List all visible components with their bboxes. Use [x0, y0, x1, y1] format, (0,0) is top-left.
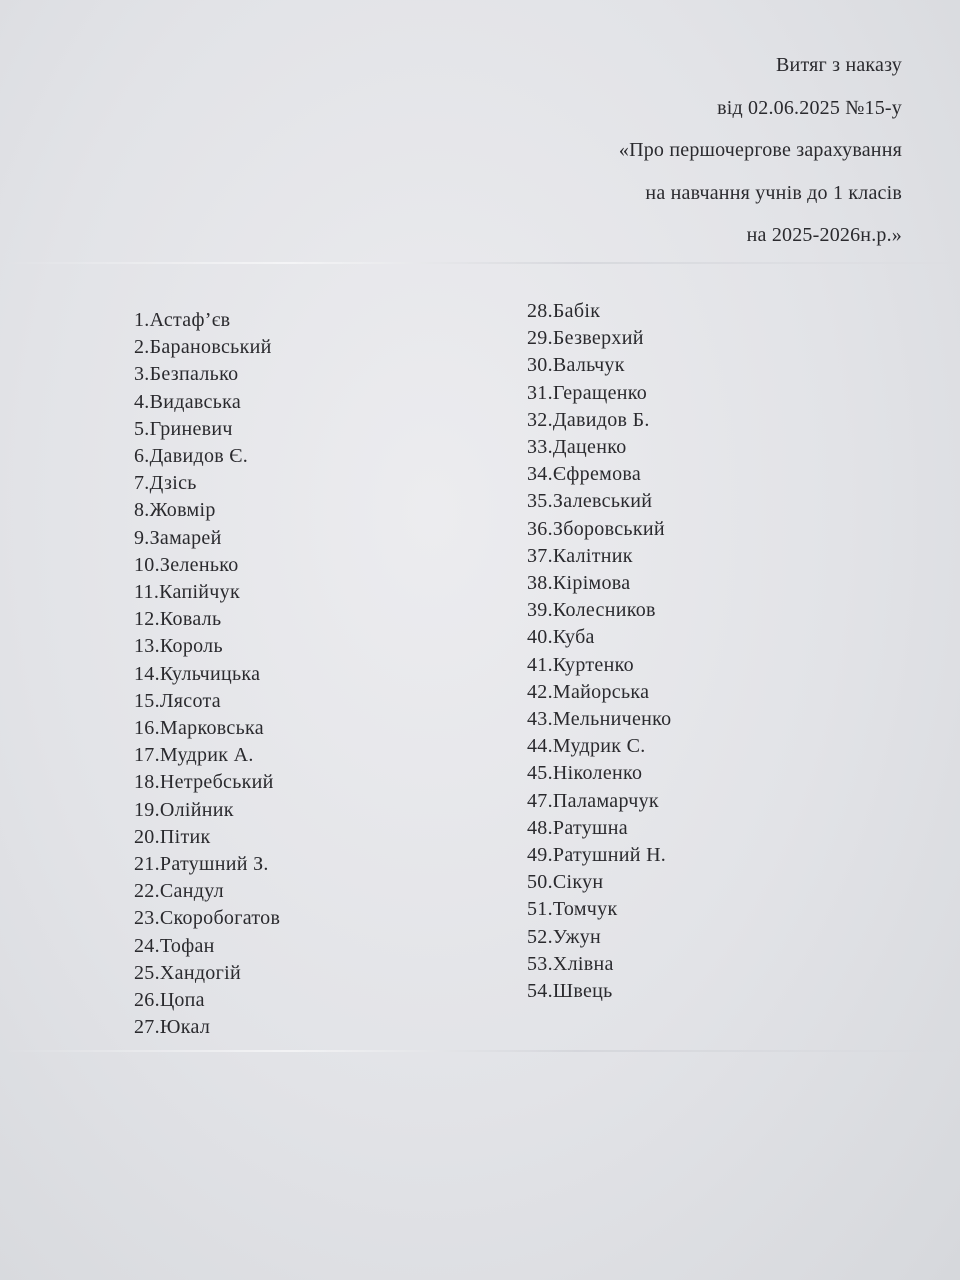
student-list-item: 33.Даценко — [527, 436, 627, 459]
header-line-1: Витяг з наказу — [776, 54, 902, 76]
student-list-item: 1.Астаф’єв — [134, 309, 231, 331]
header-line-5: на 2025-2026н.р.» — [746, 224, 902, 246]
student-list-item: 30.Вальчук — [527, 354, 625, 377]
student-list-item: 2.Барановський — [134, 336, 272, 359]
student-list-item: 42.Майорська — [527, 680, 650, 703]
student-list-item: 20.Пітик — [134, 825, 211, 848]
student-list-item: 29.Безверхий — [527, 327, 644, 350]
student-list-item: 18.Нетребський — [134, 771, 274, 794]
paper-crease — [0, 262, 960, 264]
student-list-item: 37.Калітник — [527, 544, 633, 567]
student-list-item: 4.Видавська — [134, 390, 242, 413]
order-header — [619, 44, 902, 257]
student-list-item: 9.Замарей — [134, 526, 222, 549]
header-line-3: «Про першочергове зарахування — [618, 139, 902, 161]
student-list-item: 32.Давидов Б. — [527, 408, 650, 431]
student-list-item: 38.Кірімова — [527, 572, 631, 595]
student-list-item: 11.Капійчук — [134, 581, 240, 604]
student-list-item: 15.Лясота — [134, 689, 221, 712]
student-list-item: 35.Залевський — [527, 490, 653, 513]
student-list-item: 39.Колесников — [527, 599, 656, 622]
student-list-item: 22.Сандул — [134, 880, 224, 903]
student-list-item: 10.Зеленько — [134, 553, 239, 576]
student-list-item: 19.Олійник — [134, 798, 234, 821]
student-list-item: 28.Бабік — [527, 300, 601, 322]
student-list-item: 48.Ратушна — [527, 816, 628, 839]
student-list-item: 45.Ніколенко — [527, 762, 643, 785]
student-list-item: 21.Ратушний З. — [134, 853, 269, 876]
student-list-item: 6.Давидов Є. — [134, 445, 249, 468]
student-list-left — [134, 307, 280, 1041]
student-list-item: 5.Гриневич — [134, 417, 233, 440]
student-list-item: 51.Томчук — [527, 898, 618, 921]
header-line-4: на навчання учнів до 1 класів — [645, 181, 902, 204]
student-list-item: 12.Коваль — [134, 608, 222, 631]
student-list-item: 17.Мудрик А. — [134, 744, 254, 767]
student-list-item: 26.Цопа — [134, 989, 205, 1012]
student-list-item: 52.Ужун — [527, 925, 602, 948]
student-list-item: 50.Сікун — [527, 871, 604, 894]
student-list-item: 24.Тофан — [134, 934, 215, 957]
student-list-item: 14.Кульчицька — [134, 662, 261, 685]
student-list-item: 49.Ратушний Н. — [527, 844, 667, 867]
student-list-item: 25.Хандогій — [134, 961, 241, 984]
student-list-item: 23.Скоробогатов — [134, 907, 281, 930]
student-list-item: 43.Мельниченко — [527, 708, 672, 731]
student-list-item: 13.Король — [134, 635, 223, 658]
paper-crease — [0, 1050, 960, 1052]
student-list-item: 8.Жовмір — [134, 499, 216, 522]
student-list-item: 47.Паламарчук — [527, 789, 659, 812]
student-list-item: 53.Хлівна — [527, 952, 614, 975]
header-line-2: від 02.06.2025 №15-у — [717, 96, 902, 119]
student-list-item: 40.Куба — [527, 626, 595, 649]
student-list-item: 34.Єфремова — [527, 463, 642, 486]
student-list-item: 3.Безпалько — [134, 363, 239, 386]
student-list-item: 41.Куртенко — [527, 653, 634, 676]
student-list-right — [527, 298, 671, 1005]
student-list-item: 54.Швець — [527, 980, 613, 1003]
student-list-item: 7.Дзісь — [134, 472, 197, 495]
student-list-item: 36.Зборовський — [527, 517, 665, 540]
student-list-item: 44.Мудрик С. — [527, 735, 646, 758]
student-list-item: 31.Геращенко — [527, 381, 648, 404]
student-list-item: 27.Юкал — [134, 1016, 211, 1039]
student-list-item: 16.Марковська — [134, 717, 264, 740]
